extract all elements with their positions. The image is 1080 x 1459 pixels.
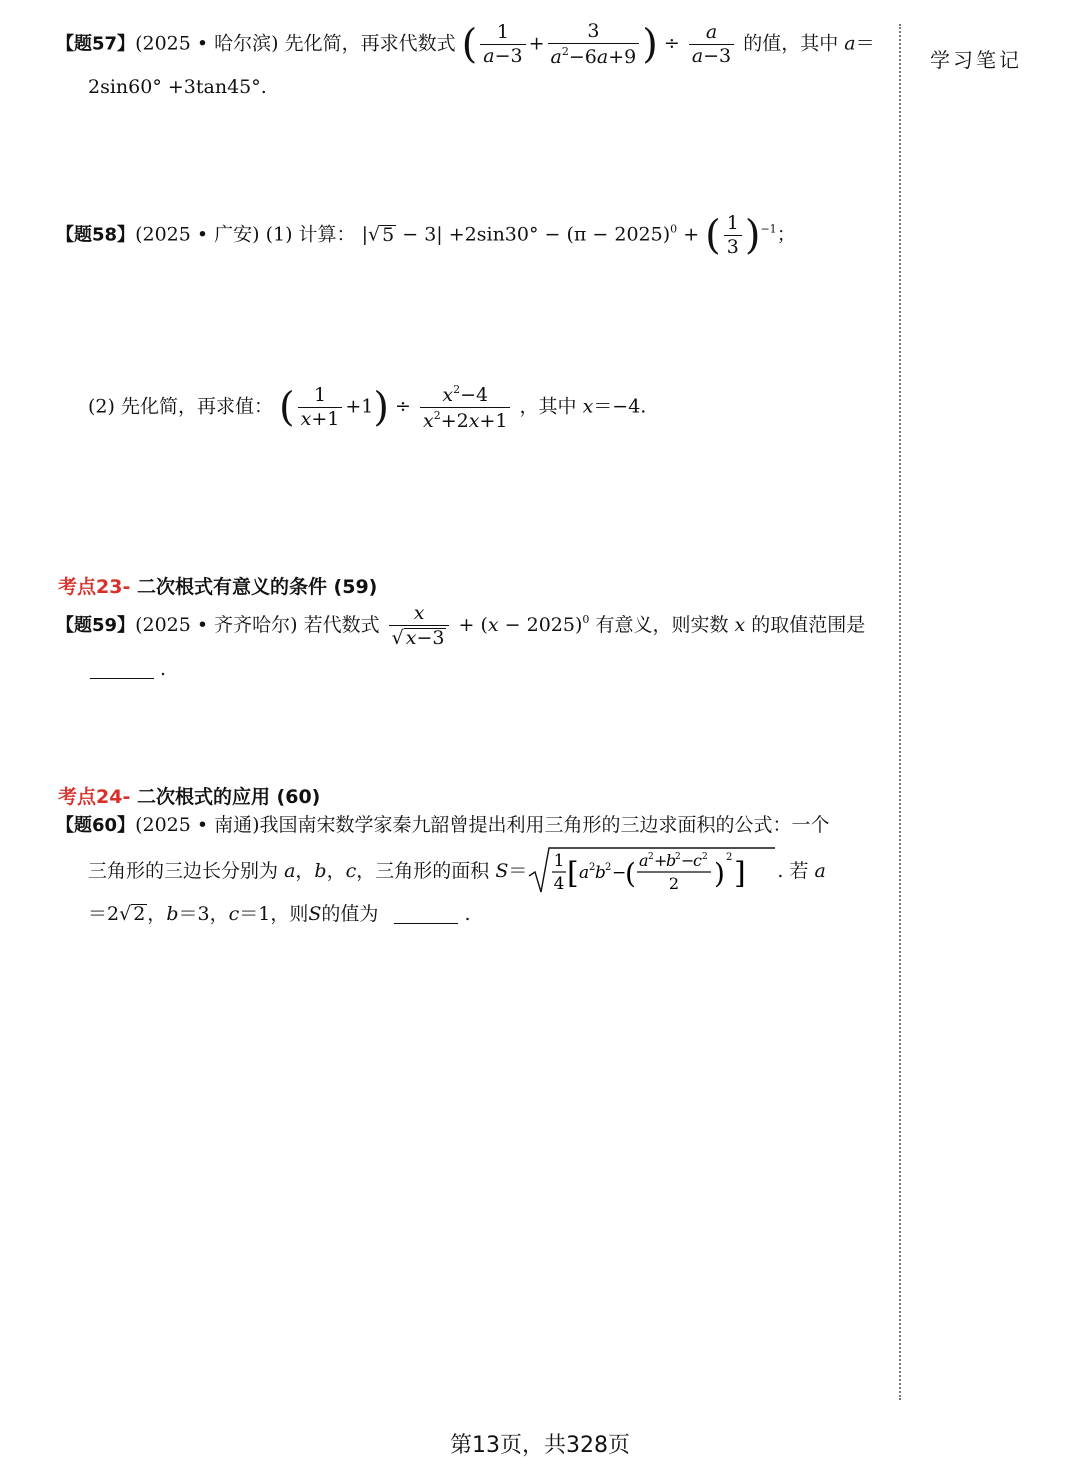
question-text-3: ，三角形的面积 (356, 859, 490, 882)
svg-text:b: b (666, 851, 677, 870)
section-heading-23 (58, 572, 377, 599)
question-text-4: . 若 (777, 859, 809, 882)
formula-60-area (527, 846, 777, 896)
question-text-3: 的取值范围是 (751, 614, 866, 636)
svg-text:2: 2 (675, 852, 682, 862)
notes-divider (899, 24, 901, 1400)
formula-59: $\frac{x}{√ x-3}$ + $(x - 2025)^0$ (386, 604, 590, 648)
question-source: (2025 • 广安) (135, 223, 260, 246)
svg-text:2: 2 (648, 852, 655, 862)
svg-text:2: 2 (726, 852, 733, 863)
section-title: 二次根式的应用 (60) (130, 786, 321, 808)
svg-text:2: 2 (589, 862, 596, 873)
section-heading-24 (58, 782, 320, 809)
question-source: (2025 • 哈尔滨) (135, 32, 279, 55)
svg-text:2: 2 (605, 862, 612, 873)
svg-text:2: 2 (702, 852, 709, 862)
svg-text:1: 1 (553, 851, 565, 871)
svg-text:−: − (681, 851, 695, 870)
question-58-part-2: (2) 先化简，再求值： ( $\frac{1}{x+1}$ +1) ÷ $\frac{x^2-4}{x^2+2x+1}$ ，其中 x＝−4. (88, 383, 647, 432)
question-text-6: 的值为 (321, 903, 379, 925)
question-text: 若代数式 (303, 614, 380, 636)
question-60-line2: 三角形的三边长分别为 a ， b ， c ，三角形的面积 S ＝ 1 4 [ a 2 b 2 − ( a 2 + b 2 − c 2 2 ) 2 ] . 若 a (88, 846, 826, 896)
svg-text:4: 4 (553, 874, 565, 894)
formula-58-1: |√ $5 - 3| +2\sin 30^\circ - (\pi - 2025)^0$ + ( $\frac{1}{3}$ )$^{-1}$； (361, 212, 796, 259)
answer-line-59[interactable]: . (90, 660, 166, 679)
question-label: 【题59】 (56, 615, 136, 636)
svg-text:a: a (579, 863, 590, 883)
svg-text:a: a (639, 851, 649, 870)
question-58 (56, 214, 796, 257)
formula-58-2: ( $\frac{1}{x+1}$ +1) ÷ $\frac{x^2-4}{x^2+2x+1}$ (279, 384, 513, 431)
question-text-2: 的值，其中 (743, 32, 839, 55)
answer-blank[interactable] (90, 660, 154, 679)
question-57-line2: 2sin60° +3tan45°. (88, 76, 267, 98)
condition-text: ，其中 (519, 395, 577, 418)
question-label: 【题58】 (56, 224, 136, 246)
svg-text:2: 2 (669, 874, 680, 893)
question-part-1: (1) 计算： (265, 223, 356, 246)
page-footer: 第13页，共328页 (450, 1433, 630, 1458)
formula-57: ( $\frac{1}{a-3}$ + $\frac{3}{a^2-6a+9}$ ) ÷ $\frac{a}{a-3}$ (462, 22, 738, 67)
section-title: 二次根式有意义的条件 (59) (130, 576, 378, 598)
svg-text:c: c (693, 851, 703, 870)
question-59: 【题59】(2025 • 齐齐哈尔) 若代数式 $\frac{x}{√ x-3}$ + $(x - 2025)^0$ 有意义，则实数 x 的取值范围是 (56, 602, 866, 649)
question-60-line3: ＝2√ 2 ，b＝3，c＝1，则S的值为 . (88, 903, 471, 925)
question-part-2: (2) 先化简，再求值： (88, 395, 273, 418)
question-57: 【题57】(2025 • 哈尔滨) 先化简，再求代数式 ( $\frac{1}{a-3}$ + $\frac{3}{a^2-6a+9}$ ) ÷ $\frac{a}{a-3}$ 的值，其中 a＝ (56, 20, 875, 68)
svg-text:b: b (595, 863, 607, 883)
svg-text:[: [ (567, 856, 580, 891)
svg-text:+: + (654, 851, 668, 870)
question-text: 先化简，再求代数式 (284, 32, 456, 55)
answer-blank[interactable] (394, 905, 458, 924)
section-tag: 考点24- (58, 786, 131, 808)
question-source: (2025 • 南通) (135, 814, 260, 836)
question-label: 【题57】 (56, 33, 136, 55)
section-tag: 考点23- (58, 576, 131, 598)
question-text: 我国南宋数学家秦九韶曾提出利用三角形的三边求面积的公式：一个 (259, 814, 830, 836)
question-text-5: ，则 (270, 903, 309, 925)
question-source: (2025 • 齐齐哈尔) (135, 614, 298, 636)
question-label: 【题60】 (56, 815, 136, 836)
question-60 (56, 816, 830, 835)
svg-text:): ) (714, 857, 726, 890)
svg-text:(: ( (625, 857, 637, 890)
notes-title: 学习笔记 (930, 48, 1022, 72)
question-text-2: 有意义，则实数 (595, 614, 729, 636)
question-text-2: 三角形的三边长分别为 (88, 859, 279, 882)
svg-text:]: ] (734, 856, 747, 891)
svg-text:−: − (612, 863, 627, 883)
